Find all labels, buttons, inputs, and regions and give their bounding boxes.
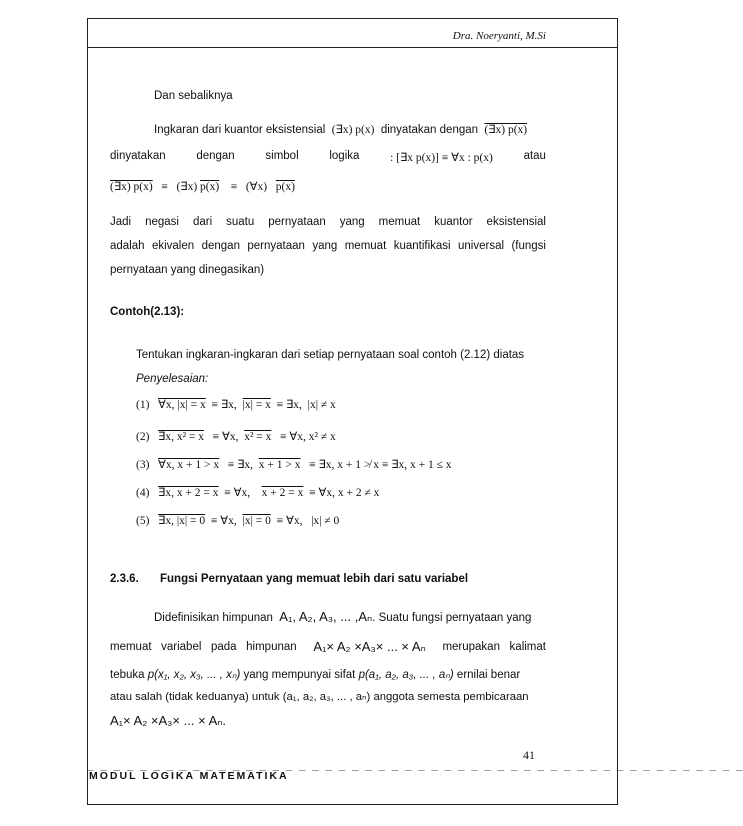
example-heading: Contoh(2.13): [110,306,185,318]
item-mid: |x| = 0 [242,515,271,527]
item-number: (3) [136,459,150,471]
negation-intro-line [154,123,527,137]
item-step-2: ≡ ∀x, [276,515,303,527]
section-number: 2.3.6. [110,573,139,585]
solution-item-2 [136,429,336,443]
solution-item-4 [136,485,379,499]
item-result: |x| ≠ x [307,399,336,411]
negation-intro-mid: dinyatakan dengan [380,124,479,136]
header-author: Dra. Noeryanti, M.Si [452,30,546,42]
item-lhs: ∃x, |x| = 0 [158,515,206,527]
item-step: ≡ ∀x, [224,487,251,499]
cartesian-product: A₁× A₂ ×A₃× ... × Aₙ [313,639,426,654]
header-rule [87,47,618,48]
item-result: ≡ ∀x, x² ≠ x [280,431,336,443]
symbol-line [110,150,546,164]
word-logika: logika [329,150,360,162]
item-mid: x + 2 = x [261,487,304,499]
negation-formula [390,150,493,164]
paragraph-conclusion-line1: Jadi negasi dari suatu pernyataan yang memuat kuantor eksistensial [110,216,546,228]
item-step: ≡ ∀x, [210,515,237,527]
item-lhs: ∀x, |x| = x [158,399,206,411]
paragraph-dan-sebaliknya: Dan sebaliknya [154,90,233,102]
word-simbol: simbol [265,150,299,162]
section-title: Fungsi Pernyataan yang memuat lebih dari satu variabel [160,573,469,585]
negation-intro-text: Ingkaran dari kuantor eksistensial [154,124,326,136]
item-step: ≡ ∃x, [227,459,254,471]
definition-text: memuat variabel pada himpunan [110,641,297,653]
eq-forall: (∀x) [245,181,268,193]
sets-list: A₁, A₂, A₃, ... ,Aₙ [279,609,373,624]
item-result: |x| ≠ 0 [311,515,340,527]
definition-line4: atau salah (tidak keduanya) untuk (a₁, a₂, a₃, ... , aₙ) anggota semesta pembicaraan [110,691,529,703]
definition-line1 [154,610,531,625]
equivalence-line [110,180,295,194]
item-step: ≡ ∃x, [211,399,237,411]
paragraph-conclusion-line3: pernyataan yang dinegasikan) [110,264,265,276]
item-lhs: ∃x, x² = x [158,431,204,443]
word-atau: atau [523,150,546,162]
definition-text: tebuka [110,669,145,681]
existential-expr: (∃x) p(x) [331,124,375,136]
item-number: (4) [136,487,150,499]
definition-line2 [110,640,546,654]
definition-text-2: yang mempunyai sifat [243,669,356,681]
definition-line3 [110,668,520,682]
item-mid: x² = x [244,431,272,443]
item-step-2: ≡ ∃x, [276,399,302,411]
definition-line5: A₁× A₂ ×A₃× ... × Aₙ. [110,713,227,728]
word-dinyatakan: dinyatakan [110,150,166,162]
eq-px-negated: p(x) [200,181,220,193]
eq-left: (∃x) p(x) [110,181,153,193]
item-result: ≡ ∀x, x + 2 ≠ x [309,487,380,499]
page-number: 41 [523,748,535,762]
definition-text: Didefinisikan himpunan [154,612,273,624]
eq-exists: (∃x) [176,181,198,193]
footer-module-title: MODUL LOGIKA MATEMATIKA [89,770,289,782]
item-number: (5) [136,515,150,527]
item-lhs: ∀x, x + 1 > x [158,459,220,471]
item-mid: x + 1 > x [258,459,301,471]
negated-existential-expr: (∃x) p(x) [484,124,528,136]
definition-text-2: . Suatu fungsi pernyataan yang [372,612,532,624]
definition-text-3: ernilai benar [456,669,521,681]
eq-px-negated-2: p(x) [275,181,295,193]
paragraph-conclusion-line2: adalah ekivalen dengan pernyataan yang memuat kuantifikasi universal (fungsi [110,240,546,252]
open-sentence-pa: p(a₁, a₂, a₃, ... , aₙ) [358,669,454,681]
eq-sign-1: ≡ [161,181,168,193]
item-step: ≡ ∀x, [212,431,239,443]
item-number: (1) [136,399,150,411]
open-sentence-p: p(x₁, x₂, x₃, ... , xₙ) [147,669,241,681]
example-instruction: Tentukan ingkaran-ingkaran dari setiap pernyataan soal contoh (2.12) diatas [136,349,525,361]
solution-item-3 [136,457,452,471]
word-dengan: dengan [196,150,235,162]
solution-item-5 [136,513,339,527]
definition-text-2: merupakan kalimat [442,641,546,653]
item-mid: |x| = x [242,399,271,411]
item-result: ≡ ∃x, x + 1 ≯ x ≡ ∃x, x + 1 ≤ x [309,459,452,471]
item-number: (2) [136,431,150,443]
footer-dashed-rule: _ _ _ _ _ _ _ _ _ _ _ _ _ _ _ _ _ _ _ _ _ _ _ _ _ _ _ _ _ _ _ _ _ _ _ _ _ _ _ _ _ _ _ _ _ _ _ _ _ _ [87,758,743,771]
negation-formula-text: : [∃x p(x)] ≡ ∀x : p(x) [390,152,493,164]
solution-label: Penyelesaian: [136,373,209,385]
solution-item-1 [136,397,336,411]
eq-sign-2: ≡ [230,181,238,193]
item-lhs: ∃x, x + 2 = x [158,487,219,499]
